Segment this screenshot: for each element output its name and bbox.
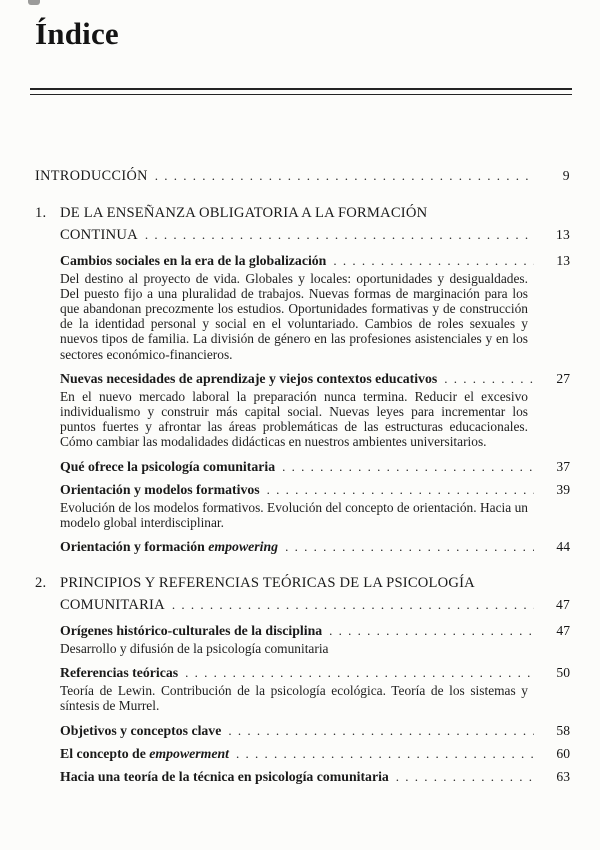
chapter-title-line1: PRINCIPIOS Y REFERENCIAS TEÓRICAS DE LA PSICOLOGÍA	[60, 575, 475, 592]
chapter-title-line2: CONTINUA	[60, 226, 138, 243]
toc-entry-objetivos	[35, 722, 570, 739]
chapter-title-block	[60, 203, 570, 246]
table-of-contents	[35, 167, 570, 785]
section-abstract: Del destino al proyecto de vida. Globales y locales: oportunidades y desigualdades. Del puesto fijo a una pluralidad de trabajos. Nuevas formas de marginación para los que abandonan precozmente los estudios. Oportunidades formativas y de construcción de la identidad personal y social en el voluntariado. Cambios de roles sexuales y nuevos tipos de familia. La división de género en las profesiones asistenciales y en los sectores económico-financieros.	[60, 270, 528, 362]
section-label-italic: empowerment	[149, 745, 230, 761]
section-label-text: Orientación y formación	[60, 539, 209, 555]
dot-leader	[282, 458, 534, 475]
section-abstract: Evolución de los modelos formativos. Evolución del concepto de orientación. Hacia un modelo global interdisciplinar.	[60, 499, 528, 530]
page-number: 47	[556, 623, 570, 639]
section-abstract: Teoría de Lewin. Contribución de la psicología ecológica. Teoría de los sistemas y síntesis de Murrel.	[60, 683, 528, 714]
page-number: 63	[556, 768, 570, 784]
dot-leader	[172, 594, 534, 615]
section-label: Qué ofrece la psicología comunitaria	[60, 458, 276, 474]
section-label-italic: empowering	[208, 539, 279, 555]
toc-entry-nuevas-necesidades	[35, 370, 570, 387]
page-number: 39	[556, 481, 570, 497]
toc-entry-cambios-sociales	[35, 252, 570, 269]
dot-leader	[267, 481, 534, 498]
section-label: Cambios sociales en la era de la globalización	[60, 252, 327, 268]
toc-entry-origenes	[35, 622, 570, 639]
toc-entry-referencias-teoricas	[35, 664, 570, 681]
dot-leader	[285, 538, 534, 555]
page-title: Índice	[35, 16, 119, 51]
page-number: 37	[556, 458, 570, 474]
page-number: 60	[556, 745, 570, 761]
chapter-title-line1: DE LA ENSEÑANZA OBLIGATORIA A LA FORMACIÓN	[60, 204, 428, 221]
toc-entry-chapter-1	[35, 203, 570, 246]
dot-leader	[444, 370, 534, 387]
dot-leader	[236, 745, 534, 762]
page-number: 13	[556, 252, 570, 268]
section-label: Referencias teóricas	[60, 665, 179, 681]
dot-leader	[333, 252, 534, 269]
entry-label: INTRODUCCIÓN	[35, 167, 148, 184]
section-label: Hacia una teoría de la técnica en psicología comunitaria	[60, 768, 389, 784]
toc-entry-chapter-2	[35, 573, 570, 616]
section-abstract: En el nuevo mercado laboral la preparación nunca termina. Reducir el excesivo individualismo y construir más capital social. Nuevas leyes para incrementar los puntos fuertes y afrontar las áreas problemáticas de las estructuras educacionales. Cómo cambiar las modalidades didácticas en nuestros ambientes universitarios.	[60, 388, 528, 450]
dot-leader	[155, 167, 534, 185]
dot-leader	[329, 622, 534, 639]
chapter-number: 2.	[35, 575, 47, 592]
toc-entry-que-ofrece	[35, 458, 570, 475]
section-label: Nuevas necesidades de aprendizaje y viejos contextos educativos	[60, 370, 438, 386]
dot-leader	[228, 722, 534, 739]
toc-entry-hacia-una-teoria	[35, 768, 570, 785]
toc-entry-orientacion-empowering	[35, 538, 570, 555]
dot-leader	[185, 664, 534, 681]
page-number: 27	[556, 370, 570, 386]
page-number: 47	[556, 597, 570, 613]
dot-leader	[145, 224, 534, 245]
page-number: 50	[556, 665, 570, 681]
chapter-title-line2: COMUNITARIA	[60, 597, 165, 614]
chapter-title-block	[60, 573, 570, 616]
page-number: 44	[556, 539, 570, 555]
section-label	[60, 538, 278, 555]
toc-entry-orientacion-modelos	[35, 481, 570, 498]
page-number: 9	[562, 167, 570, 183]
section-label: Objetivos y conceptos clave	[60, 722, 222, 738]
section-label	[60, 745, 229, 762]
scan-artifact	[28, 0, 40, 5]
page-number: 13	[556, 226, 570, 242]
section-label: Orígenes histórico-culturales de la disciplina	[60, 623, 323, 639]
toc-entry-concepto-empowerment	[35, 745, 570, 762]
dot-leader	[396, 768, 534, 785]
chapter-number: 1.	[35, 204, 47, 221]
page-number: 58	[556, 722, 570, 738]
title-divider-rule	[30, 88, 572, 95]
toc-entry-introduction	[35, 167, 570, 185]
section-abstract: Desarrollo y difusión de la psicología comunitaria	[60, 641, 329, 657]
section-label: Orientación y modelos formativos	[60, 481, 260, 497]
section-label-text: El concepto de	[60, 745, 150, 761]
